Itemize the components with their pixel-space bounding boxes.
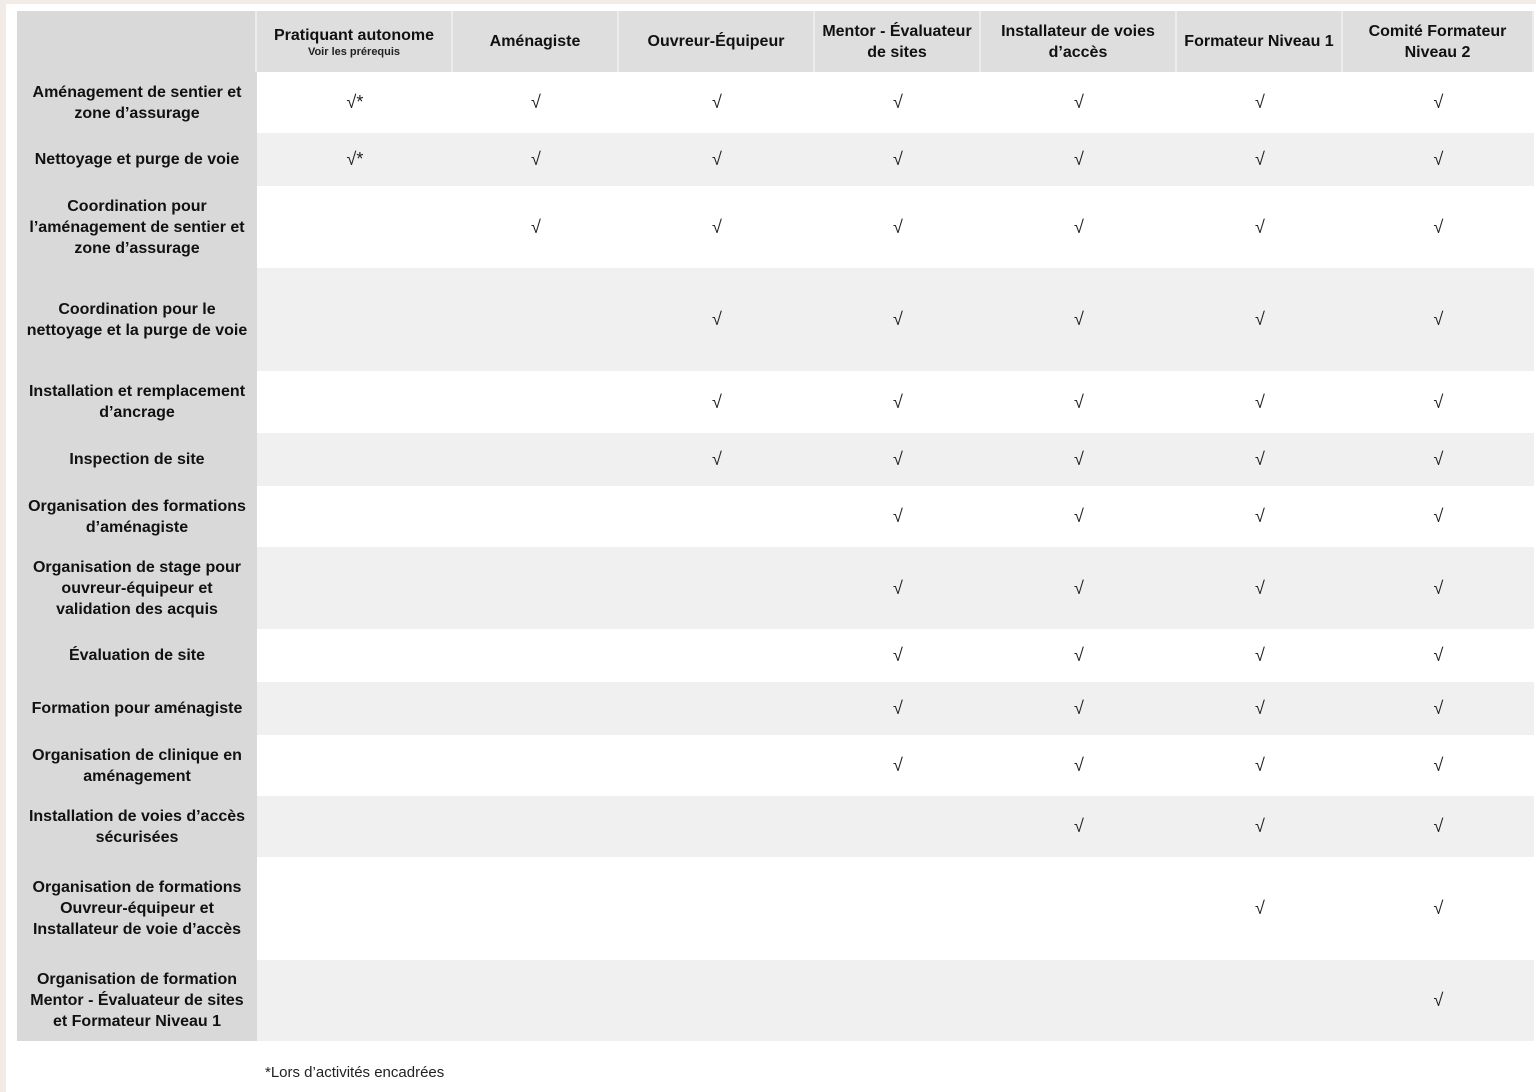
check-cell	[1177, 486, 1343, 547]
check-cell	[981, 268, 1177, 371]
row-label: Organisation de clinique en aménagement	[17, 735, 257, 796]
check-mark: √	[1433, 698, 1444, 718]
competency-table	[17, 11, 1534, 1041]
check-cell	[981, 486, 1177, 547]
check-cell	[1343, 186, 1534, 268]
row-label: Inspection de site	[17, 433, 257, 486]
check-cell	[453, 682, 619, 735]
row-label: Nettoyage et purge de voie	[17, 133, 257, 186]
check-mark: √*	[346, 92, 364, 112]
check-mark: √	[893, 755, 903, 775]
check-cell	[1177, 72, 1343, 133]
check-cell	[619, 735, 815, 796]
check-mark: √	[1074, 755, 1084, 775]
check-cell	[619, 371, 815, 433]
check-cell	[815, 72, 981, 133]
check-cell	[453, 72, 619, 133]
column-header	[619, 11, 815, 72]
check-mark: √	[1074, 698, 1084, 718]
check-cell	[619, 629, 815, 682]
check-mark: √	[531, 216, 541, 237]
row-label: Organisation de formation Mentor - Évaluateur de sites et Formateur Niveau 1	[17, 960, 257, 1041]
check-mark: √	[1433, 149, 1444, 169]
check-cell	[619, 433, 815, 486]
check-cell	[1343, 682, 1534, 735]
check-mark: √	[712, 216, 722, 237]
check-cell	[257, 268, 453, 371]
column-header	[981, 11, 1177, 72]
check-mark: √	[1255, 898, 1265, 918]
check-mark: √	[1433, 216, 1444, 237]
row-label: Organisation des formations d’aménagiste	[17, 486, 257, 547]
check-cell	[257, 547, 453, 629]
row-label: Évaluation de site	[17, 629, 257, 682]
check-cell	[453, 133, 619, 186]
check-cell	[257, 796, 453, 857]
check-cell	[815, 268, 981, 371]
check-cell	[815, 796, 981, 857]
check-cell	[981, 133, 1177, 186]
check-cell	[453, 268, 619, 371]
check-cell	[1177, 960, 1343, 1041]
column-header-label: Formateur Niveau 1	[1184, 33, 1334, 50]
check-cell	[453, 629, 619, 682]
check-cell	[619, 268, 815, 371]
check-mark: √	[1433, 449, 1444, 469]
check-cell	[453, 796, 619, 857]
check-cell	[619, 72, 815, 133]
header-corner	[17, 11, 257, 72]
check-cell	[1177, 433, 1343, 486]
column-header-label: Aménagiste	[489, 33, 581, 50]
check-mark: √	[1255, 506, 1265, 526]
check-cell	[815, 433, 981, 486]
check-cell	[257, 960, 453, 1041]
check-cell	[619, 133, 815, 186]
column-header-label: Pratiquant autonome	[273, 26, 434, 44]
page	[6, 4, 1536, 1092]
check-cell	[1177, 857, 1343, 960]
check-mark: √	[1074, 645, 1084, 665]
check-cell	[1343, 796, 1534, 857]
check-cell	[1343, 433, 1534, 486]
check-cell	[815, 133, 981, 186]
check-mark: √	[1074, 506, 1084, 526]
check-mark: √	[893, 577, 903, 598]
check-mark: √	[712, 309, 722, 329]
check-mark: √	[1433, 309, 1444, 329]
check-cell	[981, 547, 1177, 629]
check-cell	[1177, 629, 1343, 682]
check-cell	[815, 960, 981, 1041]
check-mark: √	[1255, 92, 1265, 112]
check-cell	[1177, 186, 1343, 268]
column-header-label: Installateur de voies d’accès	[1001, 22, 1155, 61]
check-cell	[981, 72, 1177, 133]
check-cell	[619, 857, 815, 960]
row-label: Formation pour aménagiste	[17, 682, 257, 735]
check-cell	[981, 433, 1177, 486]
check-cell	[619, 486, 815, 547]
check-cell	[257, 682, 453, 735]
check-cell	[453, 547, 619, 629]
check-mark: √	[1433, 506, 1444, 526]
row-label: Organisation de stage pour ouvreur-équipeur et validation des acquis	[17, 547, 257, 629]
check-cell	[815, 682, 981, 735]
check-mark: √	[1074, 92, 1084, 112]
check-mark: √	[1255, 698, 1265, 718]
check-mark: √	[1255, 645, 1265, 665]
check-cell	[1177, 796, 1343, 857]
check-mark: √	[1433, 92, 1444, 112]
check-cell	[619, 547, 815, 629]
column-header	[1177, 11, 1343, 72]
row-label: Coordination pour l’aménagement de sentier et zone d’assurage	[17, 186, 257, 268]
check-mark: √	[531, 149, 541, 169]
check-cell	[1343, 72, 1534, 133]
check-cell	[453, 371, 619, 433]
column-header-label: Mentor - Évaluateur de sites	[822, 22, 972, 61]
check-mark: √	[712, 92, 722, 112]
row-label: Installation et remplacement d’ancrage	[17, 371, 257, 433]
check-cell	[981, 186, 1177, 268]
footnote: *Lors d’activités encadrées	[265, 1064, 445, 1081]
prerequisites-link[interactable]: Voir les prérequis	[307, 45, 401, 58]
check-cell	[453, 186, 619, 268]
check-mark: √	[1433, 391, 1444, 412]
check-mark: √	[893, 698, 903, 718]
check-cell	[619, 186, 815, 268]
check-cell	[1343, 960, 1534, 1041]
check-cell	[815, 857, 981, 960]
check-cell	[1343, 857, 1534, 960]
check-cell	[257, 857, 453, 960]
check-mark: √	[1074, 216, 1084, 237]
check-cell	[453, 486, 619, 547]
check-mark: √	[893, 309, 903, 329]
check-cell	[453, 960, 619, 1041]
check-mark: √	[531, 92, 541, 112]
check-cell	[815, 371, 981, 433]
check-mark: √	[893, 645, 903, 665]
check-cell	[619, 960, 815, 1041]
check-mark: √	[893, 449, 903, 469]
check-cell	[453, 433, 619, 486]
check-mark: √	[1074, 816, 1084, 836]
check-mark: √	[712, 149, 722, 169]
check-mark: √	[1255, 577, 1265, 598]
check-mark: √	[1255, 391, 1265, 412]
check-cell	[1343, 547, 1534, 629]
check-mark: √	[1433, 990, 1444, 1010]
check-mark: √	[1433, 898, 1444, 918]
check-mark: √	[712, 391, 722, 412]
row-label: Aménagement de sentier et zone d’assurage	[17, 72, 257, 133]
check-cell	[257, 735, 453, 796]
check-cell	[257, 433, 453, 486]
check-mark: √	[1255, 309, 1265, 329]
check-cell	[257, 133, 453, 186]
check-cell	[1343, 486, 1534, 547]
row-label: Organisation de formations Ouvreur-équipeur et Installateur de voie d’accès	[17, 857, 257, 960]
check-mark: √	[1433, 755, 1444, 775]
check-mark: √	[1433, 645, 1444, 665]
column-header	[815, 11, 981, 72]
column-header-label: Comité Formateur Niveau 2	[1368, 22, 1507, 61]
check-mark: √	[893, 391, 903, 412]
check-cell	[1343, 629, 1534, 682]
check-mark: √	[1074, 577, 1084, 598]
check-cell	[453, 735, 619, 796]
check-cell	[1177, 547, 1343, 629]
check-cell	[257, 72, 453, 133]
check-cell	[981, 857, 1177, 960]
check-mark: √	[893, 92, 903, 112]
check-cell	[981, 796, 1177, 857]
check-cell	[1177, 735, 1343, 796]
check-cell	[815, 486, 981, 547]
check-mark: √	[1255, 449, 1265, 469]
column-header	[453, 11, 619, 72]
check-cell	[257, 486, 453, 547]
check-cell	[1177, 133, 1343, 186]
check-mark: √	[893, 216, 903, 237]
check-cell	[1177, 371, 1343, 433]
check-mark: √	[712, 449, 722, 469]
check-mark: √	[893, 149, 903, 169]
check-mark: √	[1074, 149, 1084, 169]
check-mark: √	[1255, 149, 1265, 169]
check-cell	[257, 371, 453, 433]
check-mark: √	[1433, 816, 1444, 836]
check-cell	[1343, 268, 1534, 371]
row-label: Coordination pour le nettoyage et la purge de voie	[17, 268, 257, 371]
check-mark: √	[1074, 309, 1084, 329]
check-cell	[981, 735, 1177, 796]
check-cell	[981, 682, 1177, 735]
check-cell	[981, 371, 1177, 433]
check-cell	[1343, 735, 1534, 796]
check-mark: √	[1074, 391, 1084, 412]
check-cell	[981, 629, 1177, 682]
check-cell	[981, 960, 1177, 1041]
column-header-label: Ouvreur-Équipeur	[647, 33, 785, 50]
check-mark: √	[1074, 449, 1084, 469]
check-cell	[815, 186, 981, 268]
check-mark: √	[1255, 216, 1265, 237]
check-cell	[1177, 268, 1343, 371]
check-mark: √	[893, 506, 903, 526]
check-cell	[1343, 371, 1534, 433]
column-header	[1343, 11, 1534, 72]
check-cell	[1343, 133, 1534, 186]
column-header	[257, 11, 453, 72]
check-cell	[257, 186, 453, 268]
check-mark: √	[1433, 577, 1444, 598]
check-cell	[1177, 682, 1343, 735]
row-label: Installation de voies d’accès sécurisées	[17, 796, 257, 857]
check-cell	[619, 796, 815, 857]
check-mark: √*	[346, 149, 364, 169]
check-cell	[619, 682, 815, 735]
check-cell	[257, 629, 453, 682]
check-cell	[815, 547, 981, 629]
check-mark: √	[1255, 816, 1265, 836]
check-cell	[453, 857, 619, 960]
check-cell	[815, 629, 981, 682]
check-mark: √	[1255, 755, 1265, 775]
check-cell	[815, 735, 981, 796]
